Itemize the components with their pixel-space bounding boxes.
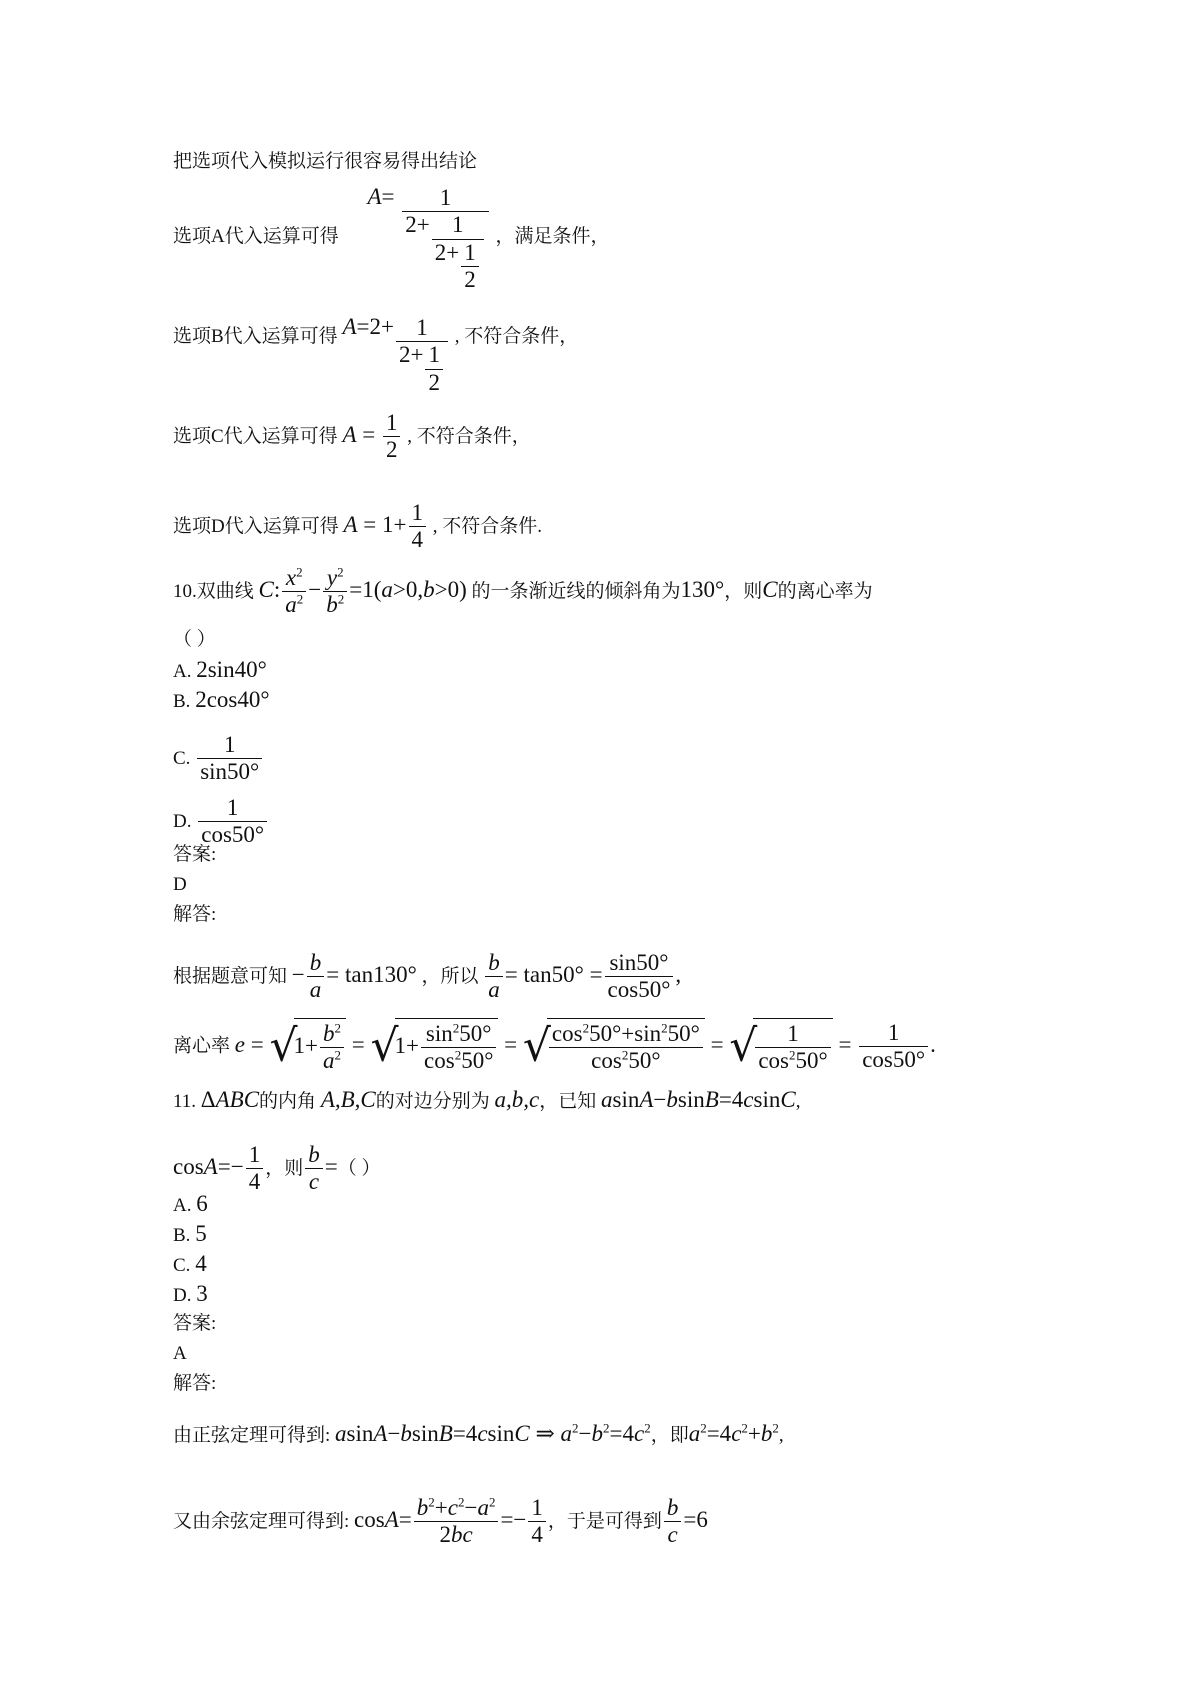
- q10-choice-a-formula: 2sin40°: [196, 657, 267, 682]
- option-b-suffix: , 不符合条件，: [454, 326, 579, 347]
- q11-sol2-text-a: 又由余弦定理可得到:: [173, 1511, 350, 1533]
- q10-stem-text-b: 的一条渐近线的倾斜角为: [471, 581, 681, 603]
- q11-choice-c-label: C.: [173, 1255, 191, 1276]
- q10-choice-c-label: C.: [173, 748, 191, 770]
- q10-choice-b-label: B.: [173, 691, 191, 712]
- q10-number: 10.: [173, 581, 197, 603]
- q11-solution-step-2: [173, 1495, 708, 1549]
- q11-choice-d-value: 3: [196, 1281, 208, 1306]
- q11-choice-c: [173, 1252, 207, 1278]
- option-d-formula: A = 1+ $\frac{1}{4}$: [343, 512, 428, 537]
- q11-question-formula: $\frac{b}{c}$ =: [303, 1154, 337, 1179]
- option-a-formula: A= 1 2+ 1 2+ $\frac{1}{2}$: [367, 185, 490, 294]
- q11-condition-1: asinA−bsinB=4csinC: [601, 1087, 796, 1112]
- option-d-prefix: 选项D代入运算可得: [173, 516, 339, 538]
- q10-sol1-formula-a: − $\frac{b}{a}$ = tan130°: [291, 950, 417, 1003]
- q10-stem-text-c: ，则: [724, 581, 763, 603]
- q10-choice-b-formula: 2cos40°: [195, 687, 270, 712]
- q11-triangle: ΔABC: [200, 1087, 260, 1112]
- option-d-suffix: , 不符合条件.: [432, 516, 543, 538]
- q11-sol1-text-a: 由正弦定理可得到:: [173, 1425, 331, 1446]
- q10-angle: 130°: [680, 577, 725, 603]
- q10-answer-label: 答案:: [173, 844, 217, 865]
- option-b-line: [173, 315, 578, 396]
- q11-choice-a: [173, 1192, 208, 1218]
- q11-answer-label: 答案:: [173, 1313, 217, 1334]
- q11-sol2-formula-b: $\frac{b}{c}$ =6: [662, 1507, 708, 1532]
- q11-choice-b-label: B.: [173, 1225, 191, 1246]
- q10-choice-d: [173, 795, 269, 849]
- q10-choice-c-formula: $\frac{1}{\sin 50^\circ}$: [195, 744, 264, 769]
- q10-answer: D: [173, 874, 187, 895]
- option-a-prefix: 选项A代入运算可得: [173, 226, 339, 247]
- option-c-line: [173, 410, 531, 464]
- q11-stem-line-2: [173, 1142, 380, 1196]
- q11-sol2-formula-a: cosA= $\frac{b^2+c^2-a^2}{2bc}$ =− $\frac{1}{4}$: [354, 1507, 548, 1532]
- q11-sol2-text-b: ，于是可得到: [547, 1511, 662, 1533]
- q10-sol1-text-a: 根据题意可知: [173, 966, 288, 988]
- q10-choice-d-label: D.: [173, 811, 192, 833]
- q10-hyperbola-formula: C: $\frac{x^2}{a^2}$ − $\frac{y^2}{b^2}$ =1(a>0,b>0): [258, 564, 467, 618]
- q11-stem-text-c: ，已知: [539, 1091, 597, 1112]
- q11-choice-a-value: 6: [196, 1191, 208, 1216]
- q11-number: 11.: [173, 1091, 197, 1112]
- q10-choice-d-formula: $\frac{1}{\cos 50^\circ}$: [196, 807, 269, 832]
- option-c-prefix: 选项C代入运算可得: [173, 426, 338, 448]
- option-a-suffix: ，满足条件，: [495, 226, 610, 247]
- q11-sol1-formula-b: $a^2=4c^2+b^2$: [688, 1420, 779, 1446]
- option-c-formula: A = $\frac{1}{2}$: [342, 422, 402, 447]
- q11-choice-d-label: D.: [173, 1285, 192, 1306]
- q11-sol1-text-b: ，即: [650, 1425, 689, 1446]
- q10-sol1-formula-b: $\frac{b}{a}$ = tan50° = $\frac{\sin 50^\circ}{\cos 50^\circ}$ ,: [483, 962, 681, 987]
- q11-solution-step-1: 由正弦定理可得到: asinA−bsinB=4csinC ⇒ $a^2-b^2=4c^2$，即$a^2=4c^2+b^2$,: [173, 1420, 784, 1446]
- q11-choice-b-value: 5: [195, 1221, 207, 1246]
- q11-stem-text-d: ，则: [265, 1158, 304, 1180]
- q11-sides: a,b,c: [494, 1087, 540, 1112]
- q11-answer: A: [173, 1343, 187, 1364]
- q11-choice-c-value: 4: [195, 1251, 207, 1276]
- q10-solution-step-1: [173, 950, 681, 1004]
- q11-condition-2: cosA=− $\frac{1}{4}$: [173, 1154, 265, 1179]
- q10-paren: （ ）: [173, 629, 216, 650]
- option-b-formula: A=2+ 1 2+ $\frac{1}{2}$: [342, 315, 450, 396]
- option-a-line: [173, 185, 610, 294]
- q10-choice-c: [173, 732, 264, 786]
- q11-choice-a-label: A.: [173, 1195, 192, 1216]
- q10-choice-a: [173, 658, 267, 684]
- q11-choice-d: [173, 1282, 208, 1308]
- q11-choice-b: [173, 1222, 207, 1248]
- q11-angles: A,B,C: [320, 1087, 376, 1112]
- q10-stem-text-d: 的离心率为: [777, 581, 873, 603]
- q10-sol2-text-a: 离心率: [173, 1035, 231, 1057]
- q10-sol1-text-b: ，所以: [421, 966, 479, 988]
- q10-eccentricity-formula: e = √1+ $\frac{b^2}{a^2}$ = √1+ $\frac{\sin^250^\circ}{\cos^250^\circ}$ = √ $\frac{\cos^250^\circ+\sin^250^\circ}{\cos^250^\circ}$ = √ $\frac{1}{\cos^250^\circ}$ = $\frac{1}{\cos 50^\circ}$ .: [234, 1019, 936, 1074]
- q10-choice-a-label: A.: [173, 661, 192, 682]
- q11-stem-text-b: 的对边分别为: [375, 1091, 490, 1112]
- option-b-prefix: 选项B代入运算可得: [173, 326, 338, 347]
- q10-solution-step-2: [173, 1018, 936, 1075]
- q10-c-symbol: C: [762, 577, 778, 603]
- q10-solution-label: 解答:: [173, 904, 217, 925]
- q11-stem-text-a: 的内角: [259, 1091, 317, 1112]
- q10-stem: [173, 565, 873, 619]
- q11-stem: 11. ΔABC的内角 A,B,C的对边分别为 a,b,c，已知 asinA−bsinB=4csinC,: [173, 1087, 801, 1112]
- q10-choice-b: [173, 688, 270, 714]
- option-c-suffix: , 不符合条件，: [407, 426, 531, 448]
- q11-solution-label: 解答:: [173, 1373, 217, 1394]
- intro-text: 把选项代入模拟运行很容易得出结论: [173, 151, 478, 172]
- q10-stem-text-a: 双曲线: [196, 581, 254, 603]
- q11-paren: （ ）: [337, 1158, 381, 1180]
- q11-sol1-formula-a: asinA−bsinB=4csinC ⇒ $a^2-b^2=4c^2$: [335, 1420, 651, 1446]
- option-d-line: [173, 500, 542, 554]
